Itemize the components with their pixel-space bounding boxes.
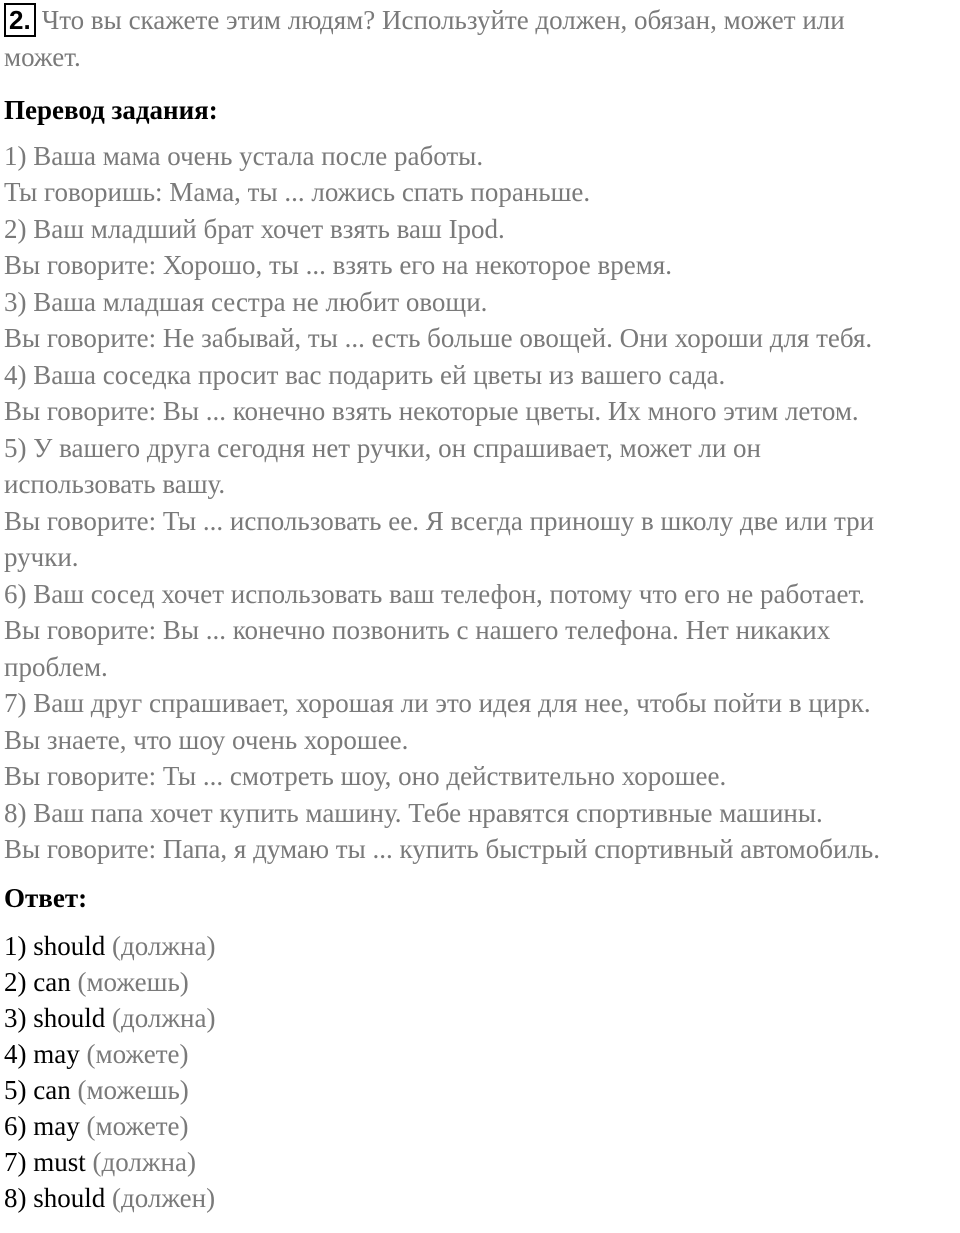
answer-number: 8) [4,1182,27,1213]
translation-line: Вы говорите: Хорошо, ты ... взять его на некоторое время. [4,250,672,280]
translation-line: 4) Ваша соседка просит вас подарить ей цветы из вашего сада. [4,359,726,390]
translation-line: Вы говорите: Ты ... использовать ее. Я всегда приношу в школу две или три [4,505,875,536]
translation-line: Вы знаете, что шоу очень хорошее. [4,724,409,755]
answer-word: can [33,966,71,997]
answers-list [4,928,960,1216]
answer-number: 2) [4,966,27,997]
answer-word: may [33,1038,80,1069]
answer-item [4,1000,960,1036]
answer-item [4,1036,960,1072]
answer-number: 6) [4,1110,27,1141]
translation-line: использовать вашу. [4,469,226,499]
answer-word: must [33,1146,86,1177]
task-text-line-2: может. [4,42,81,72]
answer-item [4,1072,960,1108]
answer-item [4,1108,960,1144]
answer-translation: (можешь) [77,1074,189,1105]
answer-word: may [33,1110,80,1141]
answer-word: should [33,1182,106,1213]
document-page [0,2,960,1233]
translation-line: Ты говоришь: Мама, ты ... ложись спать пораньше. [4,177,591,207]
task-number-box: 2. [4,3,36,37]
translation-line: Вы говорите: Ты ... смотреть шоу, оно действительно хорошее. [4,761,727,791]
translation-line: проблем. [4,651,108,682]
translation-line: 6) Ваш сосед хочет использовать ваш телефон, потому что его не работает. [4,578,865,609]
translation-line: 3) Ваша младшая сестра не любит овощи. [4,286,488,317]
translation-block [4,138,960,868]
answer-word: can [33,1074,71,1105]
translation-line: 2) Ваш младший брат хочет взять ваш Ipod. [4,213,505,244]
answer-number: 3) [4,1002,27,1033]
answer-translation: (должен) [112,1182,216,1213]
translation-line: 8) Ваш папа хочет купить машину. Тебе нравятся спортивные машины. [4,797,823,828]
answer-item [4,928,960,964]
translation-line: Вы говорите: Вы ... конечно позвонить с нашего телефона. Нет никаких [4,615,831,645]
translation-line: Вы говорите: Вы ... конечно взять некоторые цветы. Их много этим летом. [4,396,859,426]
answer-number: 7) [4,1146,27,1177]
answer-translation: (можете) [86,1110,189,1141]
answer-word: should [33,930,106,961]
task-text-line-1: Что вы скажете этим людям? Используйте должен, обязан, может или [41,5,845,35]
translation-title: Перевод задания: [4,94,218,125]
answer-translation: (можешь) [77,966,189,997]
translation-line: ручки. [4,542,79,572]
answer-item [4,1180,960,1216]
translation-line: 1) Ваша мама очень устала после работы. [4,140,484,171]
answer-translation: (можете) [86,1038,189,1069]
answer-number: 5) [4,1074,27,1105]
answer-translation: (должна) [112,930,216,961]
answer-number: 4) [4,1038,27,1069]
answer-number: 1) [4,930,27,961]
answers-title: Ответ: [4,882,88,913]
translation-line: 5) У вашего друга сегодня нет ручки, он спрашивает, может ли он [4,432,762,463]
answer-translation: (должна) [112,1002,216,1033]
translation-line: 7) Ваш друг спрашивает, хорошая ли это идея для нее, чтобы пойти в цирк. [4,688,871,718]
translation-line: Вы говорите: Папа, я думаю ты ... купить быстрый спортивный автомобиль. [4,834,880,864]
answer-item [4,1144,960,1180]
answer-translation: (должна) [92,1146,196,1177]
task-statement [4,2,960,39]
answer-item [4,964,960,1000]
translation-line: Вы говорите: Не забывай, ты ... есть больше овощей. Они хороши для тебя. [4,323,873,353]
answer-word: should [33,1002,106,1033]
